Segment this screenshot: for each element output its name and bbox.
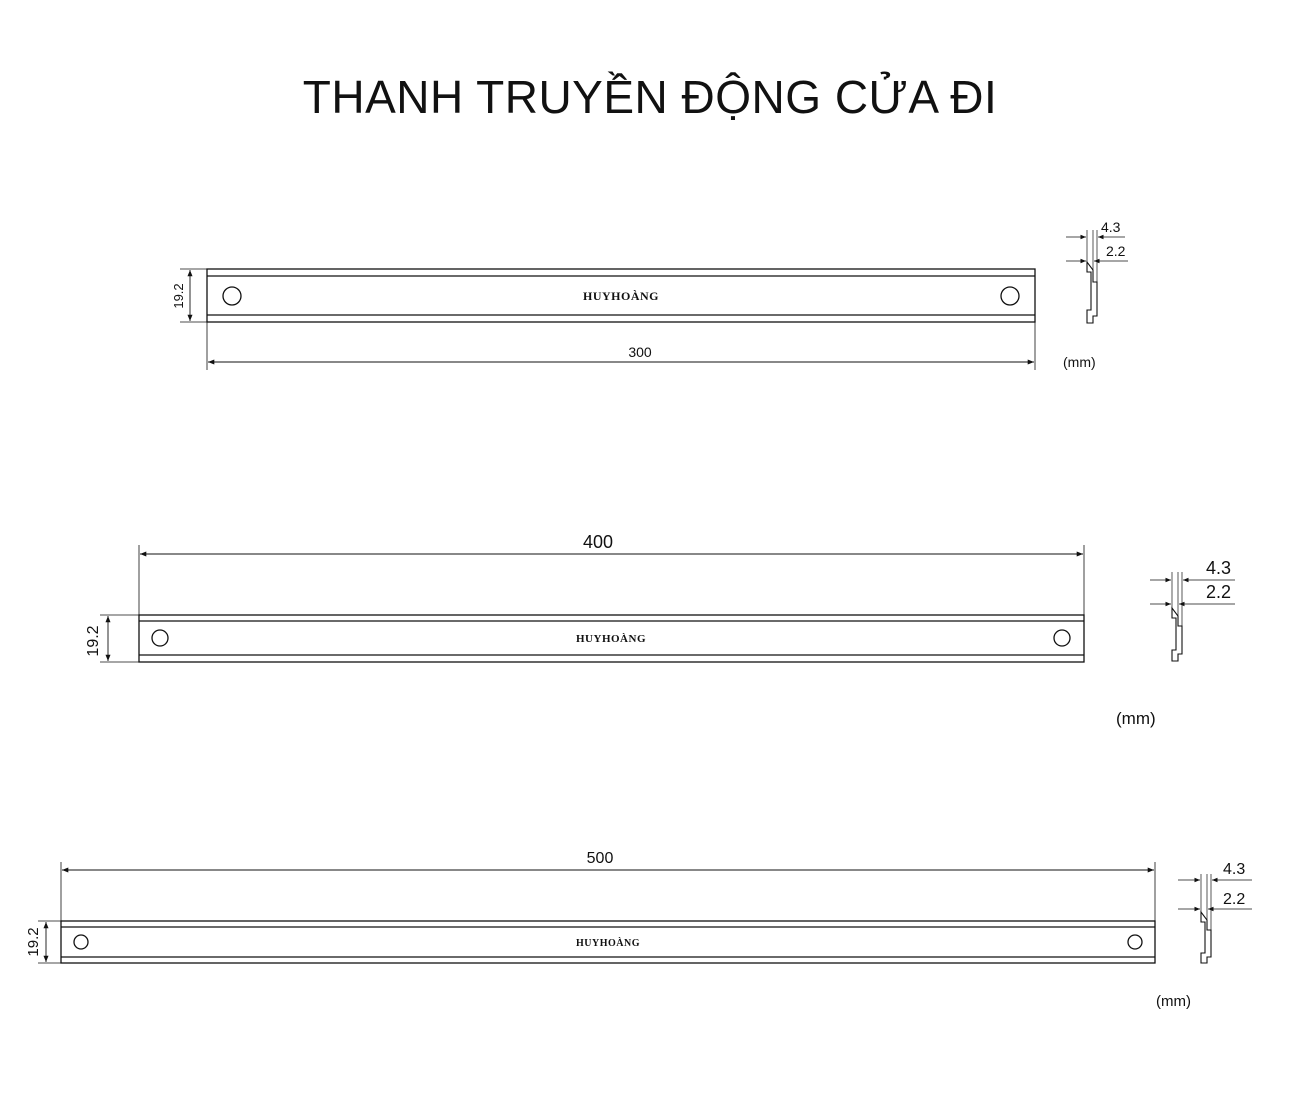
drawing-400 (100, 545, 1235, 662)
length-label: 300 (628, 344, 652, 360)
height-label: 19.2 (85, 625, 102, 657)
length-label: 400 (582, 532, 614, 552)
profile-top-label: 4.3 (1223, 861, 1246, 878)
page-title: THANH TRUYỀN ĐỘNG CỬA ĐI (302, 71, 998, 123)
profile-section (1172, 608, 1182, 661)
profile-section (1087, 262, 1097, 323)
mounting-hole-right (1128, 935, 1142, 949)
mounting-hole-left (223, 287, 241, 305)
mounting-hole-left (74, 935, 88, 949)
brand-label: HUYHOÀNG (576, 938, 640, 949)
mounting-hole-left (152, 630, 168, 646)
mounting-hole-right (1001, 287, 1019, 305)
brand-label: HUYHOÀNG (583, 289, 659, 303)
profile-section (1201, 912, 1211, 963)
brand-label: HUYHOÀNG (576, 633, 646, 645)
mounting-hole-right (1054, 630, 1070, 646)
unit-label: (mm) (1063, 354, 1096, 370)
profile-top-label: 4.3 (1101, 219, 1121, 235)
profile-mid-label: 2.2 (1106, 243, 1126, 259)
unit-label: (mm) (1156, 993, 1191, 1010)
length-label: 500 (586, 850, 614, 867)
drawing-500 (38, 862, 1252, 963)
profile-top-label: 4.3 (1206, 558, 1232, 578)
profile-mid-label: 2.2 (1223, 891, 1246, 908)
unit-label: (mm) (1116, 709, 1156, 728)
height-label: 19.2 (25, 927, 42, 957)
height-label: 19.2 (171, 283, 186, 309)
profile-mid-label: 2.2 (1206, 582, 1232, 602)
